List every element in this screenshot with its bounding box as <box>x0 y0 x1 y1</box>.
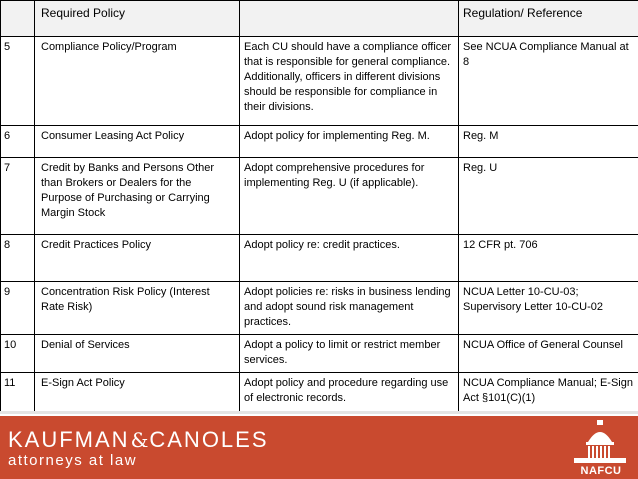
table-row <box>1 335 638 373</box>
row-reference: NCUA Compliance Manual; E-Sign Act §101(C)(1) <box>459 373 638 413</box>
footer-divider <box>0 411 638 414</box>
row-requirement: Adopt policy and procedure regarding use of electronic records. <box>240 373 459 413</box>
row-reference: See NCUA Compliance Manual at 8 <box>459 37 638 126</box>
table-row <box>1 373 638 413</box>
row-reference: NCUA Letter 10-CU-03; Supervisory Letter 10-CU-02 <box>459 282 638 335</box>
row-requirement: Adopt policies re: risks in business lending and adopt sound risk management practices. <box>240 282 459 335</box>
brand-logo <box>8 429 269 451</box>
row-policy: Denial of Services <box>35 335 240 373</box>
row-number: 8 <box>1 235 35 282</box>
header-cell-number <box>1 1 35 37</box>
brand-ampersand: & <box>130 428 149 452</box>
header-cell-policy: Required Policy <box>35 1 240 37</box>
table-row <box>1 235 638 282</box>
row-number: 11 <box>1 373 35 413</box>
row-number: 5 <box>1 37 35 126</box>
header-cell-requirement <box>240 1 459 37</box>
brand-name-left: KAUFMAN <box>8 427 130 452</box>
row-policy: Credit by Banks and Persons Other than Brokers or Dealers for the Purpose of Purchasing or Carrying Margin Stock <box>35 158 240 235</box>
row-requirement: Each CU should have a compliance officer that is responsible for general compliance. Additionally, officers in different divisions should be responsible for compliance in their divisions. <box>240 37 459 126</box>
row-requirement: Adopt policy re: credit practices. <box>240 235 459 282</box>
row-policy: E-Sign Act Policy <box>35 373 240 413</box>
row-reference: Reg. U <box>459 158 638 235</box>
brand-tagline: attorneys at law <box>8 452 138 469</box>
row-number: 10 <box>1 335 35 373</box>
row-policy: Consumer Leasing Act Policy <box>35 126 240 158</box>
row-number: 6 <box>1 126 35 158</box>
table-row <box>1 282 638 335</box>
row-policy: Credit Practices Policy <box>35 235 240 282</box>
row-reference: Reg. M <box>459 126 638 158</box>
brand-name-right: CANOLES <box>149 427 269 452</box>
table-row <box>1 37 638 126</box>
table-header-row <box>1 1 638 37</box>
row-reference: NCUA Office of General Counsel <box>459 335 638 373</box>
table-row <box>1 126 638 158</box>
table-row <box>1 158 638 235</box>
row-requirement: Adopt a policy to limit or restrict member services. <box>240 335 459 373</box>
row-reference: 12 CFR pt. 706 <box>459 235 638 282</box>
row-requirement: Adopt policy for implementing Reg. M. <box>240 126 459 158</box>
row-policy: Concentration Risk Policy (Interest Rate Risk) <box>35 282 240 335</box>
row-number: 7 <box>1 158 35 235</box>
partner-logo-label: NAFCU <box>580 465 622 477</box>
row-requirement: Adopt comprehensive procedures for implementing Reg. U (if applicable). <box>240 158 459 235</box>
row-number: 9 <box>1 282 35 335</box>
header-cell-reference: Regulation/ Reference <box>459 1 638 37</box>
row-policy: Compliance Policy/Program <box>35 37 240 126</box>
